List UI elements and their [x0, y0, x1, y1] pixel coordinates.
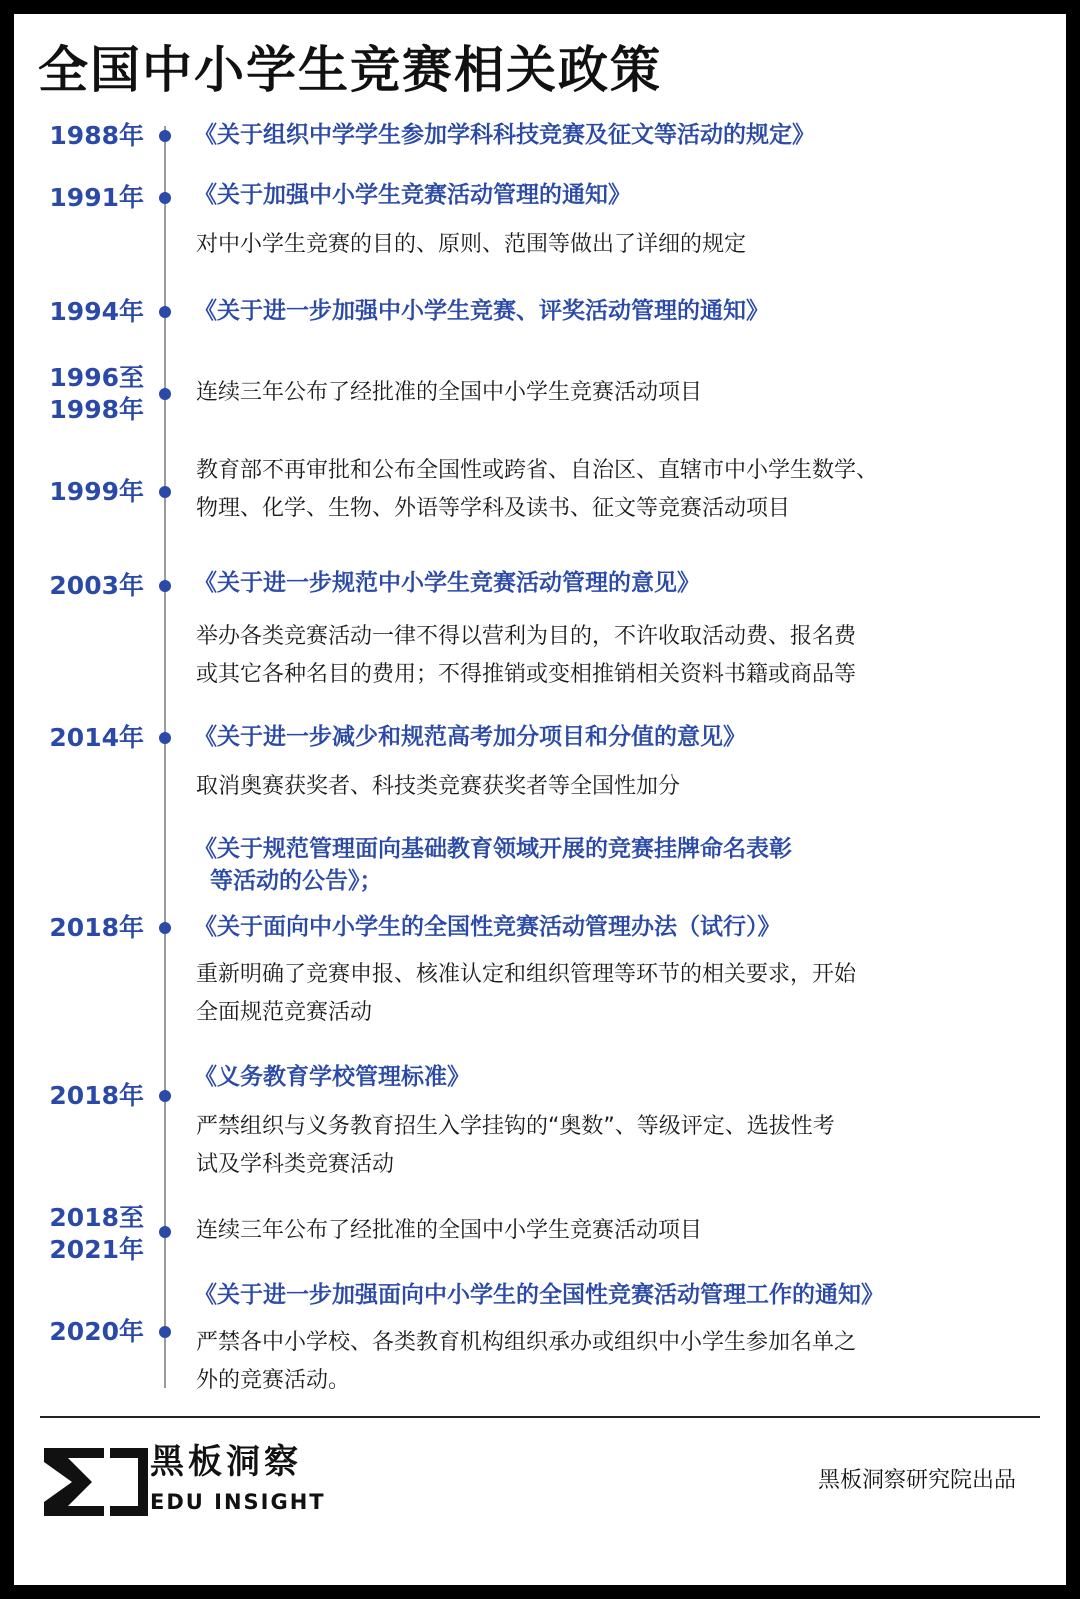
poster-card	[14, 14, 1066, 1585]
policy-description: 连续三年公布了经批准的全国中小学生竞赛活动项目	[196, 380, 703, 405]
policy-document-title: 《关于组织中学学生参加学科科技竞赛及征文等活动的规定》	[194, 122, 815, 148]
timeline-dot	[159, 130, 171, 142]
policy-document-title: 《关于进一步减少和规范高考加分项目和分值的意见》	[194, 724, 746, 750]
timeline-dot	[159, 1326, 171, 1338]
timeline-dot	[159, 580, 171, 592]
timeline-dot	[159, 306, 171, 318]
policy-description: 取消奥赛获奖者、科技类竞赛获奖者等全国性加分	[196, 774, 681, 799]
policy-description: 严禁组织与义务教育招生入学挂钩的“奥数”、等级评定、选拔性考 试及学科类竞赛活动	[196, 1114, 835, 1177]
timeline-dot	[159, 732, 171, 744]
policy-description: 对中小学生竞赛的目的、原则、范围等做出了详细的规定	[196, 232, 747, 257]
policy-document-title: 《关于规范管理面向基础教育领域开展的竞赛挂牌命名表彰	[194, 836, 792, 862]
brand-name-en: EDU INSIGHT	[150, 1490, 326, 1514]
timeline-year: 2018年	[49, 1081, 144, 1110]
footer-divider	[40, 1416, 1040, 1418]
timeline-year: 1994年	[49, 297, 144, 326]
policy-description: 重新明确了竞赛申报、核准认定和组织管理等环节的相关要求，开始 全面规范竞赛活动	[196, 962, 857, 1025]
policy-description: 连续三年公布了经批准的全国中小学生竞赛活动项目	[196, 1218, 703, 1243]
policy-document-title: 《关于面向中小学生的全国性竞赛活动管理办法（试行）》	[194, 914, 781, 940]
timeline-dot	[159, 1226, 171, 1238]
page-title: 全国中小学生竞赛相关政策	[38, 41, 662, 99]
policy-document-title: 《关于加强中小学生竞赛活动管理的通知》	[194, 182, 631, 208]
policy-document-title: 《关于进一步加强中小学生竞赛、评奖活动管理的通知》	[194, 298, 769, 324]
timeline-year: 2020年	[49, 1317, 144, 1346]
publisher-credit: 黑板洞察研究院出品	[817, 1468, 1016, 1493]
timeline-year: 1988年	[49, 121, 144, 150]
policy-description: 举办各类竞赛活动一律不得以营利为目的，不许收取活动费、报名费 或其它各种名目的费用；不得推销或变相推销相关资料书籍或商品等	[196, 624, 857, 687]
policy-description: 教育部不再审批和公布全国性或跨省、自治区、直辖市中小学生数学、 物理、化学、生物、外语等学科及读书、征文等竞赛活动项目	[196, 458, 879, 521]
timeline-year: 2018年	[49, 913, 144, 942]
timeline-year: 1999年	[49, 477, 144, 506]
timeline-year: 1996至 1998年	[49, 363, 144, 424]
timeline-year: 2018至 2021年	[49, 1203, 144, 1264]
brand-name-cn: 黑板洞察	[150, 1442, 302, 1482]
timeline-year: 2014年	[49, 723, 144, 752]
policy-description: 严禁各中小学校、各类教育机构组织承办或组织中小学生参加名单之 外的竞赛活动。	[196, 1330, 857, 1393]
timeline-year: 1991年	[49, 183, 144, 212]
policy-document-title: 《关于进一步加强面向中小学生的全国性竞赛活动管理工作的通知》	[194, 1282, 884, 1308]
timeline-dot	[159, 388, 171, 400]
timeline-dot	[159, 922, 171, 934]
timeline-dot	[159, 1090, 171, 1102]
policy-document-title: 等活动的公告》；	[194, 868, 383, 894]
policy-document-title: 《义务教育学校管理标准》	[194, 1064, 470, 1090]
timeline-dot	[159, 486, 171, 498]
timeline-dot	[159, 192, 171, 204]
timeline-year: 2003年	[49, 571, 144, 600]
policy-document-title: 《关于进一步规范中小学生竞赛活动管理的意见》	[194, 570, 700, 596]
